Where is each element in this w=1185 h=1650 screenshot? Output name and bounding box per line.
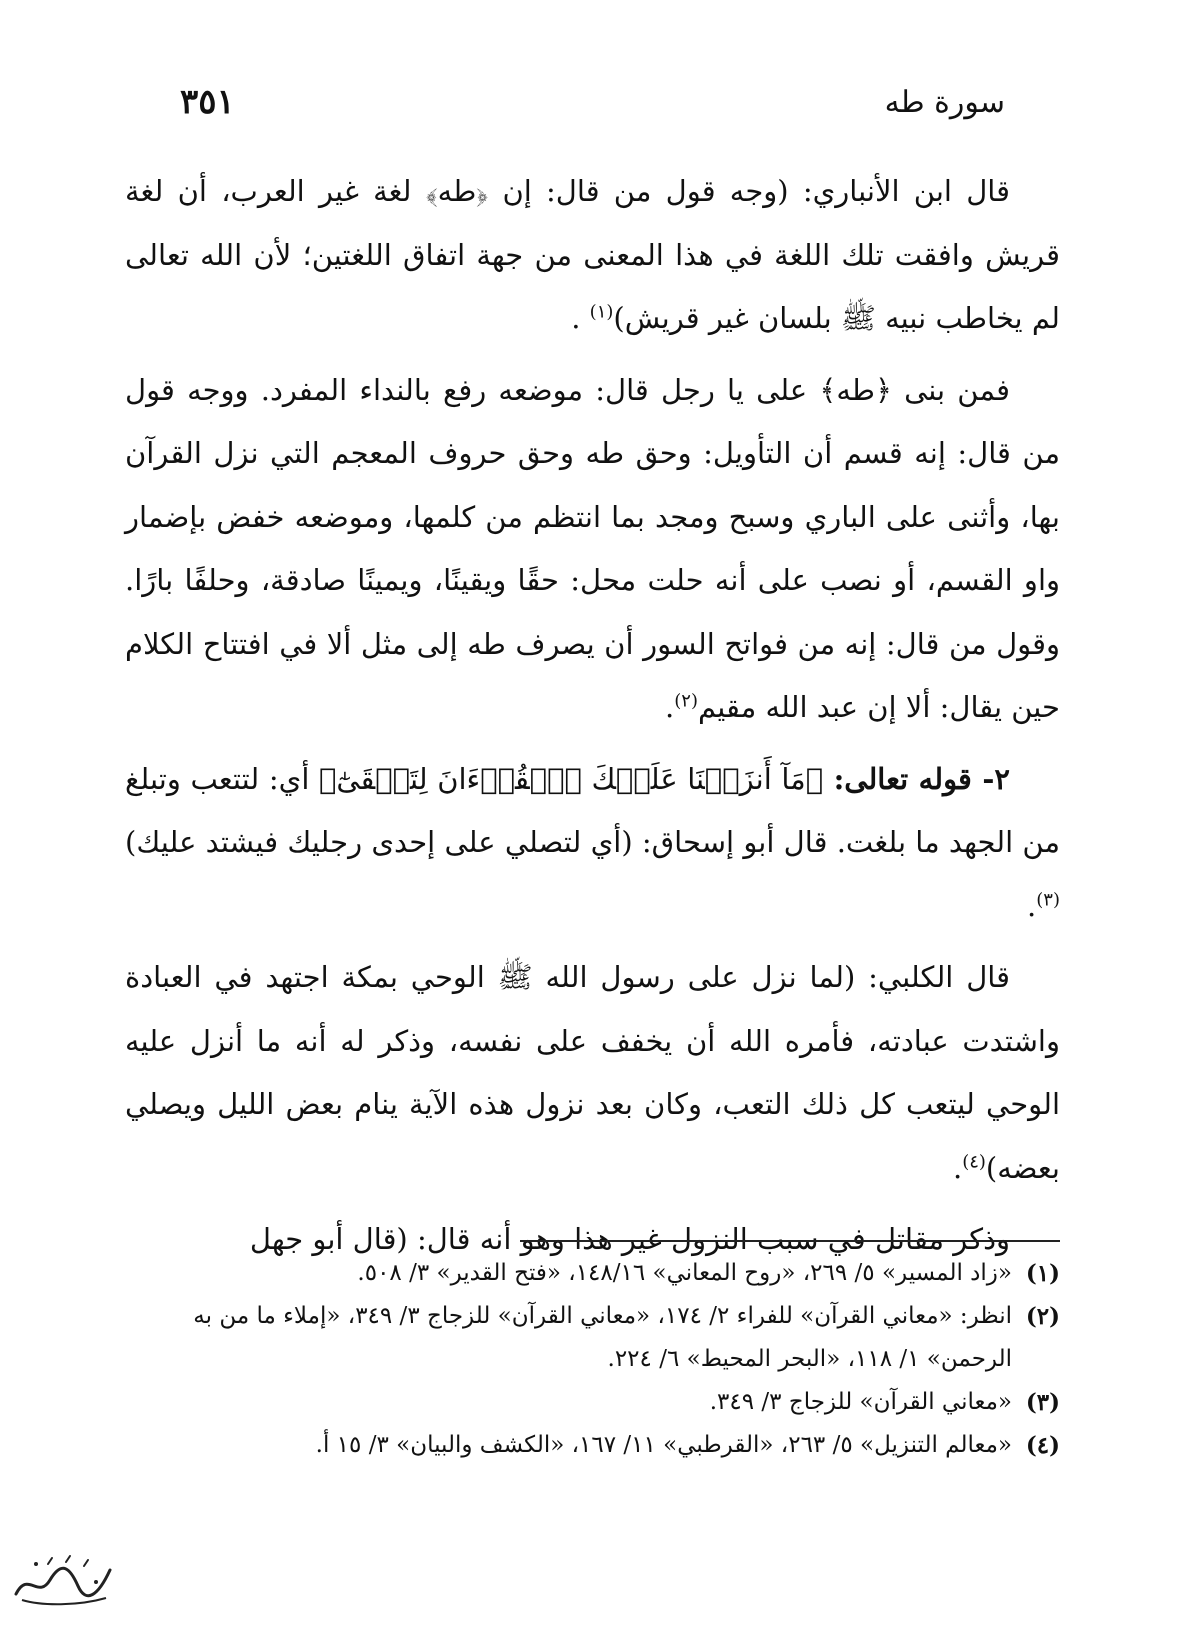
footnote-separator [520, 1240, 1060, 1242]
paragraph-tail: . [571, 301, 590, 335]
footnote-number: (٤) [1025, 1432, 1060, 1459]
page-number: ٣٥١ [180, 82, 235, 122]
page-header [180, 78, 1005, 126]
footnote-text: «معالم التنزيل» ٥/ ٢٦٣، «القرطبي» ١١/ ١٦٧، «الكشف والبيان» ٣/ ١٥ أ. [315, 1432, 1012, 1458]
footnote-number: (٢) [1025, 1303, 1060, 1330]
footnote-ref: (١) [589, 301, 614, 323]
main-text [125, 160, 1060, 1280]
footnote-text: انظر: «معاني القرآن» للفراء ٢/ ١٧٤، «معاني القرآن» للزجاج ٣/ ٣٤٩، «إملاء ما من به الرحمن» ١/ ١١٨، «البحر المحيط» ٦/ ٢٢٤. [193, 1303, 1012, 1372]
footnote-text: «معاني القرآن» للزجاج ٣/ ٣٤٩. [709, 1389, 1012, 1415]
paragraph-tail: . [665, 690, 675, 724]
footnote-ref: (٢) [674, 690, 698, 712]
paragraph-text: ﴿مَآ أَنزَلۡنَا عَلَيۡكَ ٱلۡقُرۡءَانَ لِتَشۡقَىٰٓ﴾ أي: لتتعب وتبلغ من الجهد ما بلغت. قال أبو إسحاق: (أي لتصلي على إحدى رجليك فيشتد عليك) [125, 761, 1060, 859]
verse-number-lead: ٢- قوله تعالى: [823, 761, 1010, 796]
footnote-ref: (٤) [962, 1150, 986, 1172]
paragraph-tail: . [952, 1150, 963, 1185]
footnote-text: «زاد المسير» ٥/ ٢٦٩، «روح المعاني» ١٤٨/١٦، «فتح القدير» ٣/ ٥٠٨. [357, 1260, 1012, 1286]
paragraph-tail: . [1027, 888, 1037, 923]
paragraph [125, 359, 1060, 740]
footnote-number: (٣) [1025, 1389, 1060, 1416]
footnote-item [125, 1424, 1060, 1467]
paragraph-text: قال الكلبي: (لما نزل على رسول الله ﷺ الوحي بمكة اجتهد في العبادة واشتدت عبادته، فأمره الله أن يخفف على نفسه، وذكر له أنه ما أنزل عليه الوحي ليتعب كل ذلك التعب، وكان بعد نزول هذه الآية ينام بعض الليل ويصلي بعضه) [125, 960, 1060, 1185]
surah-name: سورة طه [884, 84, 1005, 120]
paragraph [125, 748, 1060, 939]
footnotes [125, 1252, 1060, 1467]
calligraphy-logo-icon [8, 1550, 118, 1610]
footnote-item [125, 1295, 1060, 1381]
paragraph [125, 946, 1060, 1200]
footnote-ref: (٣) [1036, 888, 1060, 910]
paragraph-text: قال ابن الأنباري: (وجه قول من قال: إن ﴿طه﴾ لغة غير العرب، أن لغة قريش وافقت تلك اللغة في هذا المعنى من جهة اتفاق اللغتين؛ لأن الله تعالى لم يخاطب نبيه ﷺ بلسان غير قريش) [125, 174, 1060, 335]
footnote-number: (١) [1025, 1260, 1060, 1287]
paragraph [125, 160, 1060, 351]
paragraph-text: فمن بنى ﴿طه﴾ على يا رجل قال: موضعه رفع بالنداء المفرد. ووجه قول من قال: إنه قسم أن التأويل: وحق طه وحق حروف المعجم التي نزل القرآن بها، وأثنى على الباري وسبح ومجد بما انتظم من كلمها، وموضعه خفض بإضمار واو القسم، أو نصب على أنه حلت محل: حقًا ويقينًا، ويمينًا صادقة، وحلفًا بارًا. وقول من قال: إنه من فواتح السور أن يصرف طه إلى مثل ألا في افتتاح الكلام حين يقال: ألا إن عبد الله مقيم [125, 372, 1060, 724]
paragraph-text: وذكر مقاتل في سبب النزول غير هذا وهو أنه قال: (قال أبو جهل [249, 1222, 1010, 1256]
footnote-item [125, 1252, 1060, 1295]
footnote-item [125, 1381, 1060, 1424]
